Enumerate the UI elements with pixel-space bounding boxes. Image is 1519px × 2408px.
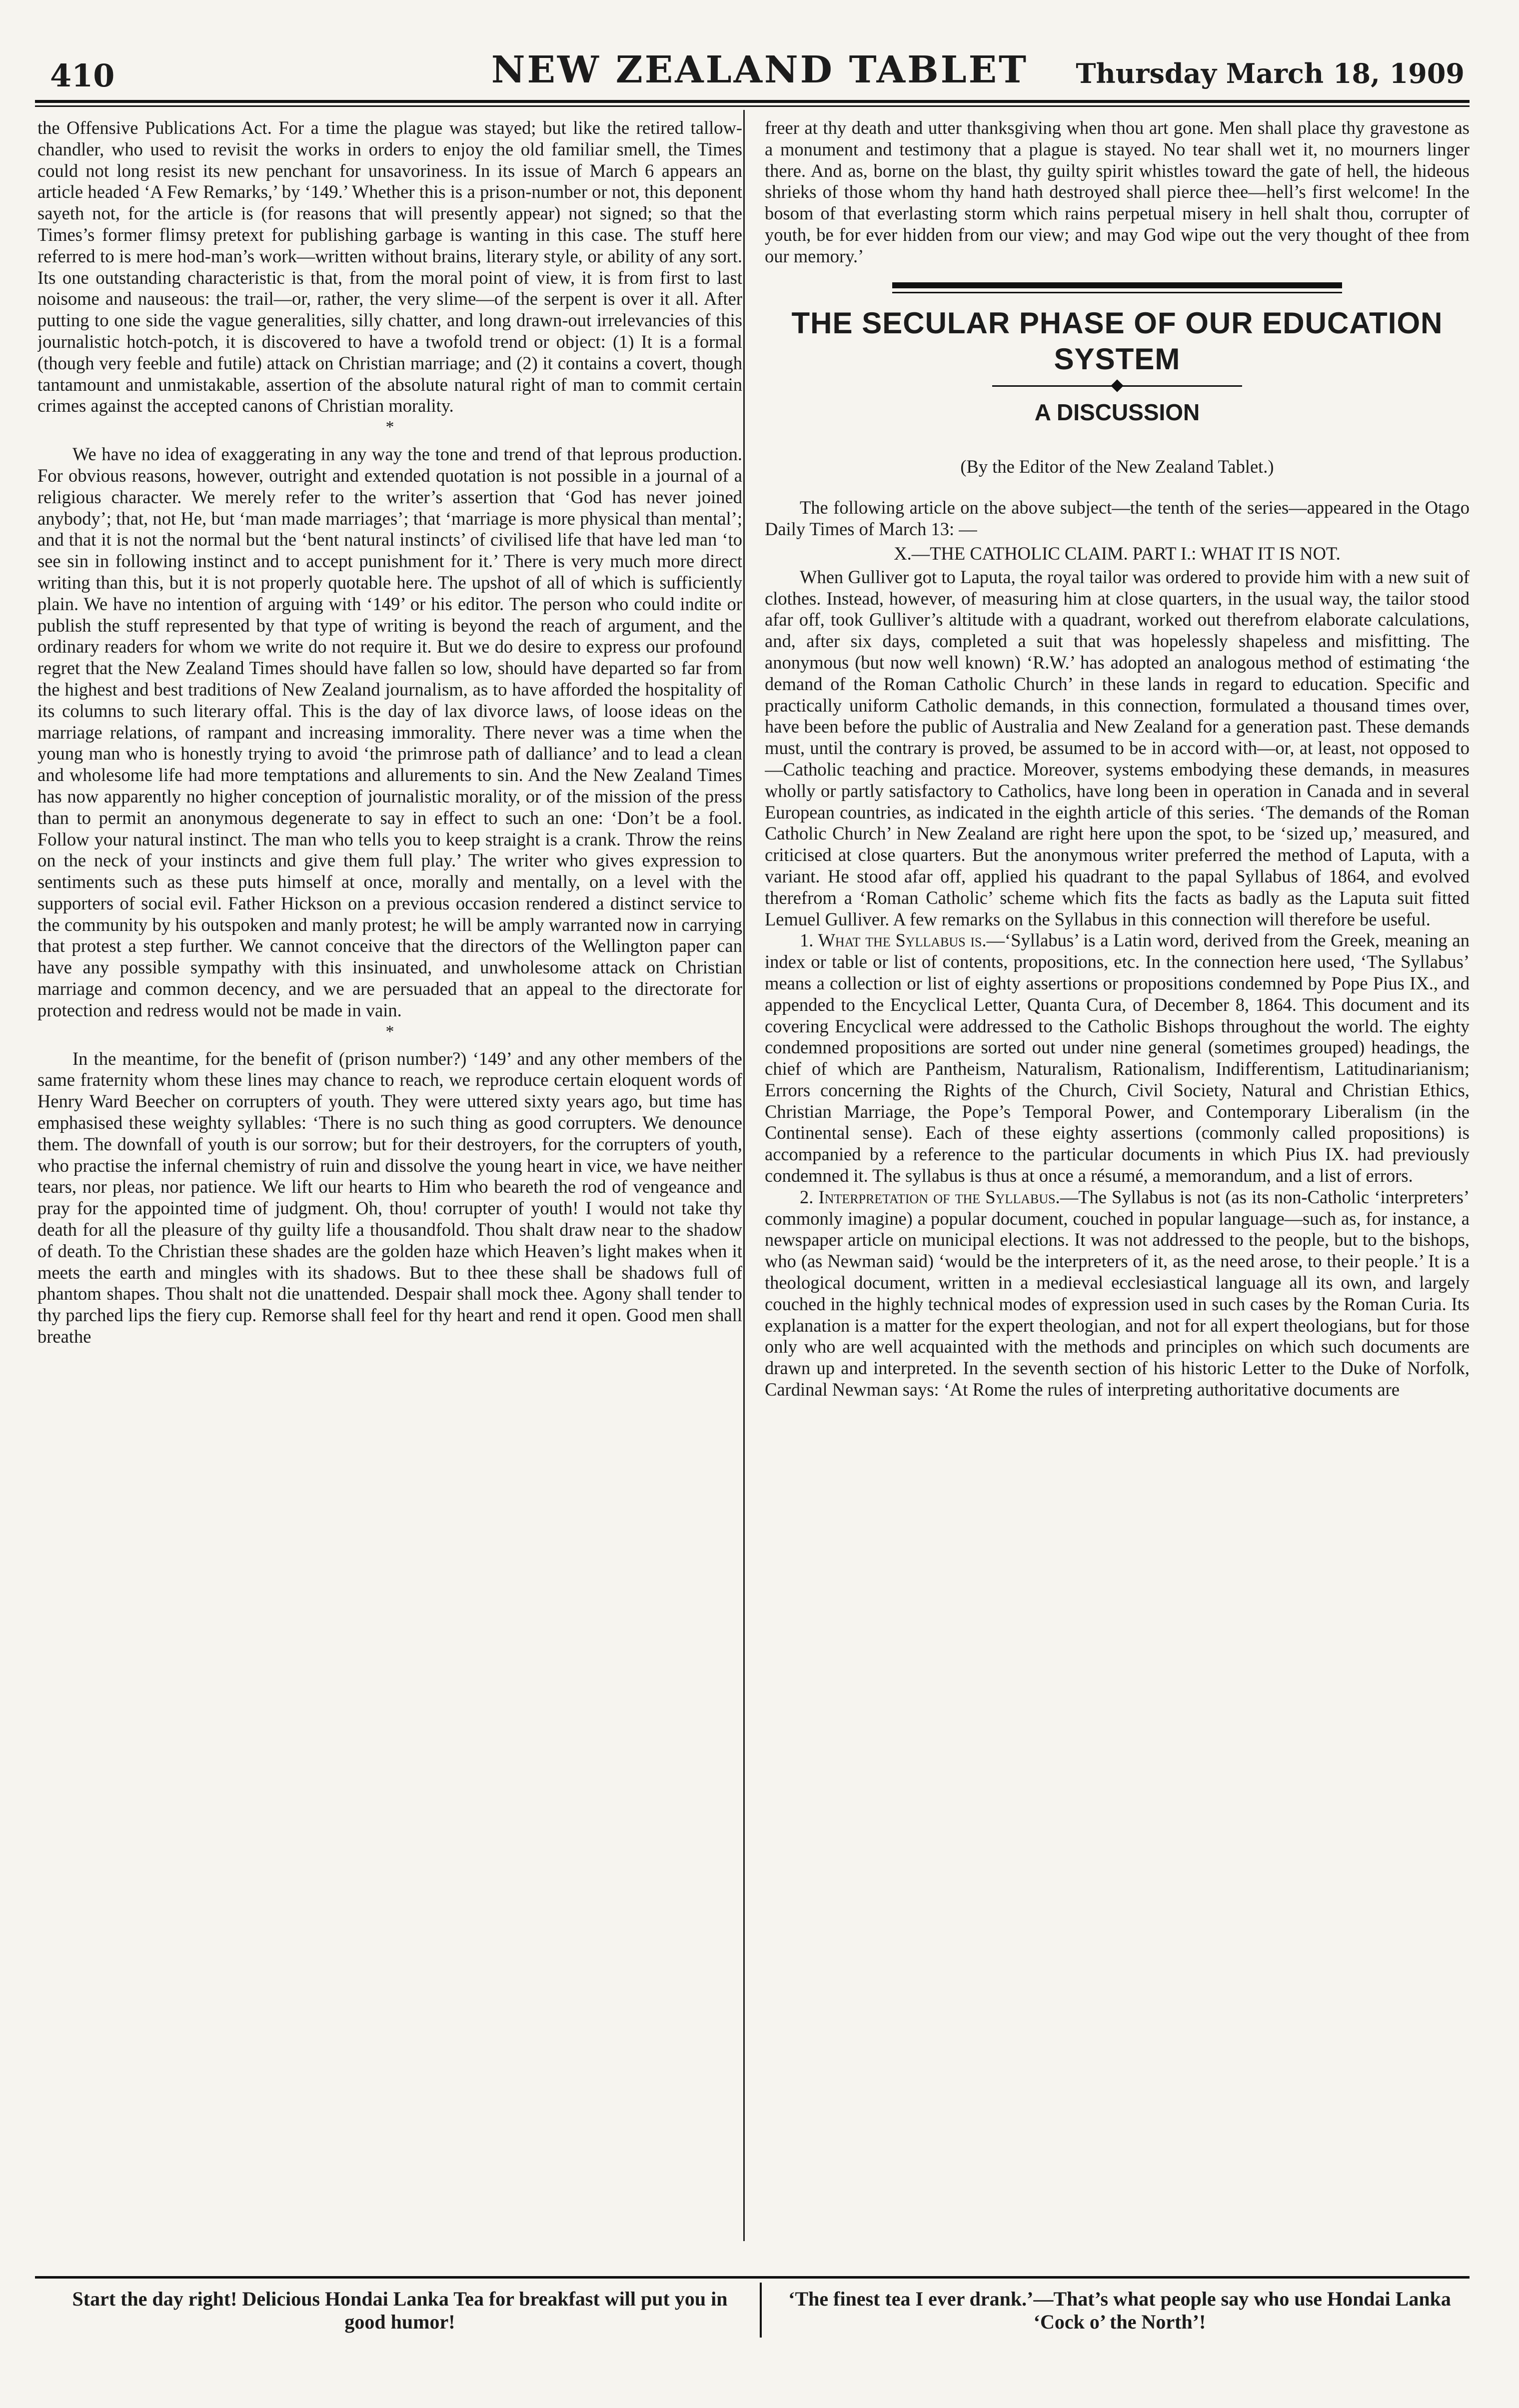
article-byline: (By the Editor of the New Zealand Tablet.)	[960, 456, 1274, 477]
article-paragraph-gulliver: When Gulliver got to Laputa, the royal tailor was ordered to provide him with a new suit of clothes. Instead, however, of measuring him at close quarters, in the usual way, the tailor stood afar off, took Gulliver’s altitude with a quadrant, worked out therefrom elaborate calculations, and, after six days, completed a suit that was hopelessly shapeless and misfitting. The anonymous (but now well known) ‘R.W.’ has adopted an analogous method of estimating ‘the demand of the Roman Catholic Church’ in these lands in regard to education. Specific and practically uniform Catholic demands, in this connection, formulated a thousand times over, have been before the public of Australia and New Zealand for a generation past. These demands must, until the contrary is proved, be assumed to be in accord with—or, at least, not opposed to—Catholic teaching and practice. Moreover, systems embodying these demands, in measures wholly or partly satisfactory to Catholics, have long been in operation in Canada and in several European countries, as indicated in the eighth article of this series. ‘The demands of the Roman Catholic Church’ in New Zealand are right here upon the spot, to be ‘sized up,’ measured, and criticised at close quarters. But the anonymous writer preferred the method of Laputa, with a variant. He stood afar off, applied his quadrant to the papal Syllabus of 1864, and evolved therefrom a ‘Roman Catholic’ scheme which fits the facts as badly as the Laputa suit fitted Lemuel Gulliver. A few remarks on the Syllabus in this connection will therefore be useful.	[765, 566, 1470, 929]
right-column	[765, 117, 1470, 2239]
subsection-label: 1. What the Syllabus is.	[800, 930, 987, 951]
page-number: 410	[50, 57, 115, 94]
header-rule	[35, 100, 1470, 107]
article-paragraph-syllabus-2	[765, 1187, 1470, 1401]
footer-divider	[760, 2283, 762, 2338]
editorial-paragraph-3: In the meantime, for the benefit of (prison number?) ‘149’ and any other members of the same fraternity whom these lines may chance to reach, we reproduce certain eloquent words of Henry Ward Beecher on corrupters of youth. They were uttered sixty years ago, but time has emphasised these weighty syllables: ‘There is no such thing as good corrupters. We denounce them. The downfall of youth is our sorrow; but for their destroyers, for the corrupters of youth, who practise the infernal chemistry of ruin and dissolve the young heart in vice, we have neither tears, nor pleas, nor patience. We lift our hearts to Him who beareth the rod of vengeance and pray for the appointed time of judgment. Oh, thou! corrupter of youth! I would not take thy death for all the pleasure of thy guilty life a thousandfold. Thou shalt draw near to the shadow of death. To the Christian these shades are the golden haze which Heaven’s light makes when it meets the earth and mingles with its shadows. But to thee these shall be shadows full of phantom shapes. Thou shalt not die unattended. Despair shall mock thee. Agony shall tender to thy parched lips the fiery cup. Remorse shall feel for thy heart and rend it open. Good men shall breathe	[37, 1048, 742, 1347]
issue-date: Thursday March 18, 1909	[1076, 57, 1465, 89]
column-divider	[743, 110, 745, 2241]
heavy-rule	[892, 282, 1342, 293]
article-subheadline: A DISCUSSION	[1034, 399, 1200, 425]
masthead-title: NEW ZEALAND TABLET	[491, 48, 1029, 91]
footer-advert-left: Start the day right! Delicious Hondai Lanka Tea for breakfast will put you in good humor!	[72, 2288, 728, 2333]
subsection-label: 2. Interpretation of the Syllabus.	[800, 1186, 1060, 1207]
editorial-paragraph-2: We have no idea of exaggerating in any way the tone and trend of that leprous production. For obvious reasons, however, outright and extended quotation is not possible in a journal of a religious character. We merely refer to the writer’s assertion that ‘God has never joined anybody’; that, not He, but ‘man made marriages’; that ‘marriage is more physical than mental’; and that it is not the normal but the ‘bent natural instincts’ of civilised life that have led man ‘to see sin in following instinct and to accept punishment for it.’ There is very much more direct writing than this, but it is not properly quotable here. The upshot of all of which is sufficiently plain. We have no intention of arguing with ‘149’ or his editor. The person who could indite or publish the stuff represented by that type of writing is beyond the reach of argument, and the ordinary readers for whom we write do not require it. But we do desire to express our profound regret that the New Zealand Times should have fallen so low, should have departed so far from the highest and best traditions of New Zealand journalism, as to have afforded the hospitality of its columns to such literary offal. This is the day of lax divorce laws, of loose ideas on the marriage relations, of rampant and increasing immorality. There never was a time when the young man who is honestly trying to avoid ‘the primrose path of dalliance’ and to lead a clean and wholesome life had more temptations and allurements to sin. And the New Zealand Times has now apparently no higher conception of journalistic morality, or of the mission of the press than to permit an anonymous degenerate to say in effect to such an one: ‘Don’t be a fool. Follow your natural instinct. The man who tells you to keep straight is a crank. Throw the reins on the neck of your instincts and give them full play.’ The writer who gives expression to sentiments such as these puts himself at once, morally and mentally, on a level with the supporters of social evil. Father Hickson on a previous occasion rendered a distinct service to the community by his outspoken and manly protest; he will be amply warranted now in carrying that protest a step further. We cannot conceive that the directors of the Wellington paper can have any possible sympathy with this insinuated, and unwholesome attack on Christian marriage and common decency, and we are persuaded that an appeal to the directorate for protection and redress would not be made in vain.	[37, 444, 742, 1020]
footer-rule	[35, 2276, 1470, 2279]
diamond-rule	[992, 380, 1242, 391]
article-intro: The following article on the above subject—the tenth of the series—appeared in the Otago Daily Times of March 13: —	[765, 497, 1470, 540]
page-header	[35, 47, 1485, 102]
left-column	[37, 117, 742, 2239]
subsection-text: —‘Syllabus’ is a Latin word, derived from the Greek, meaning an index or table or list of contents, propositions, etc. In the connection here used, ‘The Syllabus’ means a collection or list of eighty assertions or propositions condemned by Pope Pius IX., and appended to the Encyclical Letter, Quanta Cura, of December 8, 1864. This document and its covering Encyclical were addressed to the Catholic Bishops throughout the world. The eighty condemned propositions are sorted out under nine general (sometimes grouped) headings, the chief of which are Pantheism, Naturalism, Rationalism, Indifferentism, Latitudinarianism; Errors concerning the Rights of the Church, Civil Society, Natural and Christian Ethics, Christian Marriage, the Pope’s Temporal Power, and Contemporary Liberalism (in the Continental sense). Each of these eighty assertions (commonly called propositions) is accompanied by a reference to the particular documents in which Pius IX. had previously condemned it. The syllabus is thus at once a résumé, a memorandum, and a list of errors.	[765, 930, 1470, 1186]
editorial-paragraph-1: the Offensive Publications Act. For a time the plague was stayed; but like the retired tallow-chandler, who used to revisit the works in orders to enjoy the old familiar smell, the Times could not long resist its new penchant for unsavoriness. In its issue of March 6 appears an article headed ‘A Few Remarks,’ by ‘149.’ Whether this is a prison-number or not, this deponent sayeth not, for the article is (for reasons that will presently appear) not signed; so that the Times’s former flimsy pretext for publishing garbage is wanting in this case. The stuff here referred to is mere hod-man’s work—written without brains, literary style, or ability of any sort. Its one outstanding characteristic is that, from the moral point of view, it is from first to last noisome and nauseous: the trail—or, rather, the very slime—of the serpent is over it all. After putting to one side the vague generalities, silly chatter, and long drawn-out irrelevancies of this journalistic hotch-potch, it is discovered to have a twofold trend or object: (1) It is a formal (though very feeble and futile) attack on Christian marriage; and (2) it contains a covert, though tantamount and unmistakable, assertion of the absolute natural right of man to commit certain crimes against the accepted canons of Christian morality.	[37, 117, 742, 416]
quote-continuation: freer at thy death and utter thanksgiving when thou art gone. Men shall place thy gravestone as a monument and testimony that a plague is stayed. No tear shall wet it, no mourners linger there. And as, borne on the blast, thy guilty spirit whistles toward the gate of hell, the hideous shrieks of those whom thy hand hath destroyed shall pierce thee—hell’s first welcome! In the bosom of that everlasting storm which rains perpetual misery in hell shalt thou, corrupter of youth, be for ever hidden from our view; and may God wipe out the very thought of thee from our memory.’	[765, 117, 1470, 266]
footer-advert-right: ‘The finest tea I ever drank.’—That’s what people say who use Hondai Lanka ‘Cock o’ the North’!	[788, 2288, 1451, 2333]
article-paragraph-syllabus-1	[765, 930, 1470, 1187]
section-asterisk: *	[385, 418, 394, 437]
subsection-text: —The Syllabus is not (as its non-Catholic ‘interpreters’ commonly imagine) a popular document, couched in popular language—such as, for instance, a newspaper article on municipal elections. It was not addressed to the people, but to the bishops, who (as Newman said) ‘would be the interpreters of it, as the need arose, to their people.’ It is a theological document, written in a medieval ecclesiastical language all its own, and largely couched in the highly technical modes of expression used in such cases by the Roman Curia. Its explanation is a matter for the expert theologian, and not for all expert theologians, but for those only who are well acquainted with the methods and principles on which such documents are drawn up and interpreted. In the seventh section of his historic Letter to the Duke of Norfolk, Cardinal Newman says: ‘At Rome the rules of interpreting authoritative documents are	[765, 1186, 1470, 1400]
section-title: X.—THE CATHOLIC CLAIM. PART I.: WHAT IT IS NOT.	[894, 543, 1341, 564]
article-headline: THE SECULAR PHASE OF OUR EDUCATION SYSTEM	[791, 306, 1443, 376]
section-asterisk: *	[385, 1022, 394, 1041]
